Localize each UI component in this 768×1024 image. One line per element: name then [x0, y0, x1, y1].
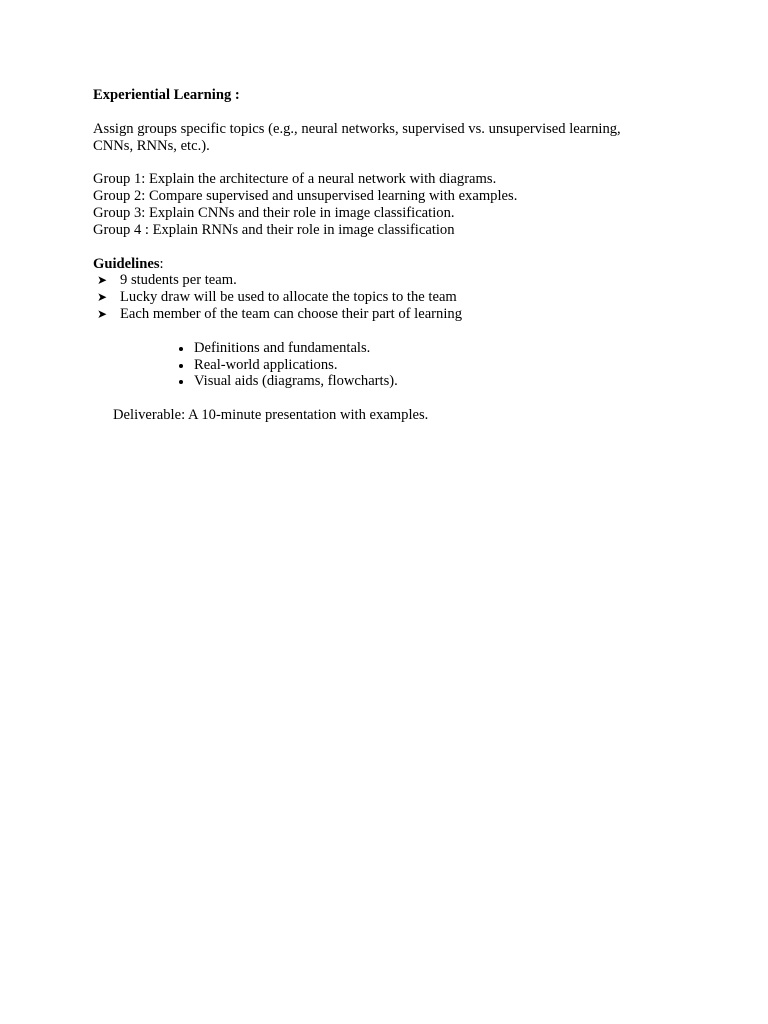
sub-item	[173, 357, 693, 374]
guidelines-list	[93, 272, 693, 322]
sub-item-text: Real-world applications.	[194, 356, 338, 373]
intro-line: Assign groups specific topics (e.g., neural networks, supervised vs. unsupervised learning,	[93, 120, 621, 137]
group-item: Group 3: Explain CNNs and their role in image classification.	[93, 204, 455, 221]
spacer	[93, 154, 693, 171]
guideline-text: Each member of the team can choose their part of learning	[120, 305, 462, 322]
deliverable-text: Deliverable: A 10-minute presentation with examples.	[113, 407, 429, 424]
sub-item	[173, 373, 693, 390]
spacer	[93, 104, 693, 121]
intro-paragraph	[93, 121, 693, 155]
group-list	[93, 171, 693, 238]
group-item: Group 2: Compare supervised and unsupervised learning with examples.	[93, 188, 518, 205]
group-item: Group 1: Explain the architecture of a neural network with diagrams.	[93, 171, 497, 188]
guideline-text: 9 students per team.	[120, 272, 237, 289]
spacer	[93, 323, 693, 340]
group-item: Group 4 : Explain RNNs and their role in image classification	[93, 221, 455, 238]
guideline-item	[93, 289, 693, 306]
guidelines-heading	[93, 256, 693, 273]
arrow-bullet-icon: ➤	[97, 306, 108, 321]
guideline-item	[93, 272, 693, 289]
guideline-text: Lucky draw will be used to allocate the topics to the team	[120, 289, 457, 306]
arrow-bullet-icon: ➤	[97, 290, 108, 305]
guidelines-colon: :	[159, 255, 164, 272]
sub-item-text: Definitions and fundamentals.	[194, 339, 371, 356]
section-heading: Experiential Learning :	[93, 87, 240, 103]
sub-item	[173, 340, 693, 357]
spacer	[93, 239, 693, 256]
guideline-item	[93, 306, 693, 323]
arrow-bullet-icon: ➤	[97, 273, 108, 288]
sub-items-list	[93, 340, 693, 390]
bullet-dot-icon	[179, 364, 183, 368]
sub-item-text: Visual aids (diagrams, flowcharts).	[194, 373, 398, 390]
intro-line: CNNs, RNNs, etc.).	[93, 137, 210, 154]
bullet-dot-icon	[179, 347, 183, 351]
guidelines-title: Guidelines	[93, 255, 160, 272]
document-page	[93, 87, 693, 424]
spacer	[93, 390, 693, 407]
bullet-dot-icon	[179, 380, 183, 384]
